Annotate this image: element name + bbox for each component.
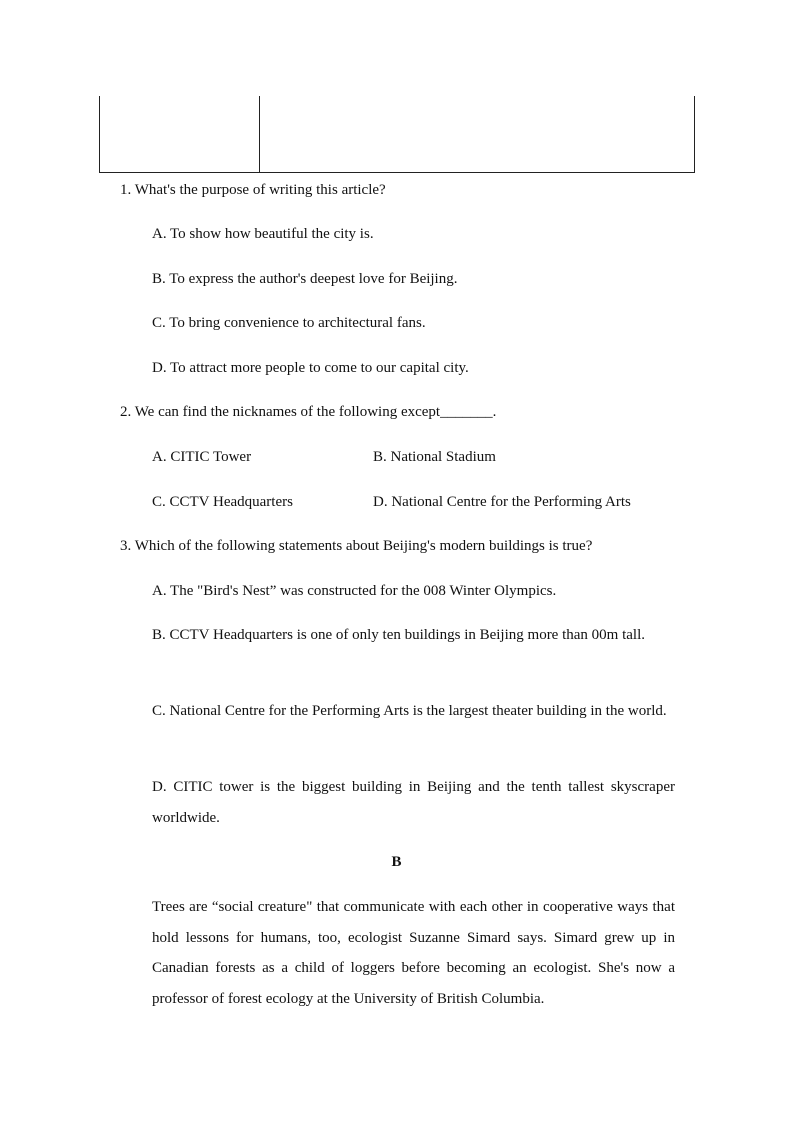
question-2-option-a: A. CITIC Tower [152, 449, 252, 465]
question-2-option-d: D. National Centre for the Performing Arts [373, 494, 631, 510]
question-1-option-d: D. To attract more people to come to our capital city. [152, 360, 469, 376]
table-border-left [99, 96, 100, 173]
section-b-passage [120, 892, 675, 1014]
question-3-option-c-text: C. National Centre for the Performing Arts is the largest theater building in the world. [152, 703, 667, 719]
question-3-option-d [120, 772, 675, 833]
question-3-option-b-text: B. CCTV Headquarters is one of only ten buildings in Beijing more than 00m tall. [152, 627, 645, 643]
question-2-option-c: C. CCTV Headquarters [152, 494, 293, 510]
table-fragment [99, 96, 695, 173]
question-2: 2. We can find the nicknames of the following except_______. [120, 404, 497, 420]
section-b-heading: B [391, 854, 402, 870]
question-3-option-b [120, 620, 675, 651]
question-3: 3. Which of the following statements about Beijing's modern buildings is true? [120, 538, 593, 554]
question-3-option-a: A. The "Bird's Nest” was constructed for the 008 Winter Olympics. [152, 583, 557, 599]
table-border-bottom [99, 172, 695, 173]
question-3-option-d-text: D. CITIC tower is the biggest building in Beijing and the tenth tallest skyscraper worldwide. [152, 779, 675, 826]
question-3-option-c [120, 696, 675, 727]
question-1-option-a: A. To show how beautiful the city is. [152, 226, 374, 242]
question-2-option-b: B. National Stadium [373, 449, 496, 465]
question-1: 1. What's the purpose of writing this article? [120, 182, 386, 198]
section-b-paragraph: Trees are “social creature" that communicate with each other in cooperative ways that hold lessons for humans, too, ecologist Suzanne Simard says. Simard grew up in Canadian forests as a child of loggers before becoming an ecologist. She's now a professor of forest ecology at the University of British Columbia. [152, 899, 675, 1007]
question-1-option-c: C. To bring convenience to architectural fans. [152, 315, 426, 331]
table-border-middle [259, 96, 260, 173]
question-1-option-b: B. To express the author's deepest love for Beijing. [152, 271, 458, 287]
table-border-right [694, 96, 695, 173]
